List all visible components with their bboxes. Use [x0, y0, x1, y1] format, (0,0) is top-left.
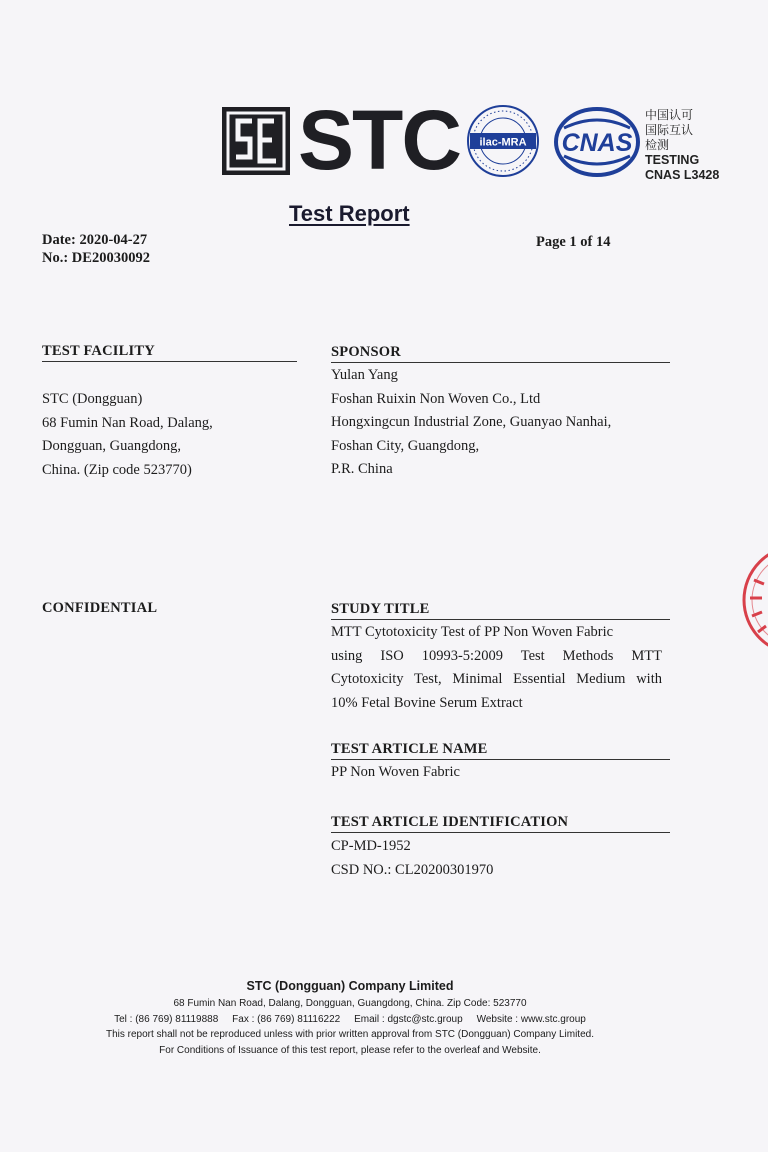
ilac-label: ilac-MRA: [479, 136, 527, 149]
test-article-name-rule: [331, 759, 670, 760]
cnas-label: CNAS: [561, 129, 633, 157]
study-title-line: 10% Fetal Bovine Serum Extract: [331, 694, 523, 711]
footer-fax: Fax : (86 769) 81116222: [232, 1013, 341, 1025]
sponsor-line: Foshan City, Guangdong,: [331, 437, 480, 454]
stc-se-logo-icon: [222, 107, 290, 175]
cnas-testing: TESTING: [645, 153, 700, 167]
confidential-label: CONFIDENTIAL: [42, 600, 158, 616]
facility-line: 68 Fumin Nan Road, Dalang,: [42, 414, 213, 431]
report-date: Date: 2020-04-27: [42, 232, 148, 248]
ilac-mra-logo-icon: [466, 104, 540, 178]
sponsor-address: [331, 364, 663, 482]
study-title-line: using ISO 10993-5:2009 Test Methods MTT: [331, 647, 662, 664]
test-facility-address: [42, 388, 302, 482]
cnas-cn-line3: 检测: [645, 138, 670, 152]
footer-tel: Tel : (86 769) 81119888: [114, 1013, 219, 1025]
cnas-cn-line2: 国际互认: [645, 123, 694, 137]
company-seal-icon: [738, 540, 768, 660]
cnas-accreditation-text: [645, 108, 719, 183]
cnas-cn-line1: 中国认可: [645, 108, 694, 122]
sponsor-line: P.R. China: [331, 461, 393, 477]
study-title-heading: STUDY TITLE: [331, 601, 430, 617]
test-facility-rule: [42, 361, 297, 362]
cnas-number: CNAS L3428: [645, 168, 720, 182]
test-article-name-heading: TEST ARTICLE NAME: [331, 741, 488, 757]
sponsor-rule: [331, 362, 670, 363]
footer-address: 68 Fumin Nan Road, Dalang, Dongguan, Guangdong, China. Zip Code: 523770: [173, 998, 527, 1009]
footer-details: [0, 996, 700, 1058]
footer-notice-reproduction: This report shall not be reproduced unless with prior written approval from STC (Dongguan) Company Limited.: [105, 1029, 594, 1040]
test-article-identification-rule: [331, 832, 670, 833]
report-number: No.: DE20030092: [42, 250, 150, 266]
footer-website-label: Website :: [476, 1013, 521, 1025]
footer-company: STC (Dongguan) Company Limited: [246, 979, 454, 993]
test-facility-heading: TEST FACILITY: [42, 343, 155, 359]
study-title-line: Cytotoxicity Test, Minimal Essential Medium with: [331, 671, 662, 687]
cnas-logo-icon: [554, 106, 640, 178]
page-number: Page 1 of 14: [536, 234, 611, 250]
footer-website-link[interactable]: www.stc.group: [520, 1013, 586, 1025]
sponsor-line: Foshan Ruixin Non Woven Co., Ltd: [331, 390, 541, 407]
study-title-text: [331, 621, 662, 715]
facility-line: Dongguan, Guangdong,: [42, 438, 181, 454]
sponsor-heading: SPONSOR: [331, 344, 401, 360]
test-article-identification-values: [331, 835, 493, 882]
page-title: Test Report: [289, 201, 410, 226]
facility-line: STC (Dongguan): [42, 391, 143, 407]
identification-line: CP-MD-1952: [331, 838, 411, 854]
study-title-line: MTT Cytotoxicity Test of PP Non Woven Fabric: [331, 624, 614, 640]
footer-contact: [0, 1012, 700, 1028]
sponsor-line: Hongxingcun Industrial Zone, Guanyao Nanhai,: [331, 414, 612, 430]
test-article-name-value: PP Non Woven Fabric: [331, 764, 460, 780]
study-title-rule: [331, 619, 670, 620]
identification-line: CSD NO.: CL20200301970: [331, 861, 494, 878]
test-article-identification-heading: TEST ARTICLE IDENTIFICATION: [331, 814, 569, 830]
stc-logo-text: STC: [298, 93, 460, 187]
footer-email: Email : dgstc@stc.group: [354, 1013, 463, 1025]
facility-line: China. (Zip code 523770): [42, 461, 192, 478]
footer-notice-conditions: For Conditions of Issuance of this test report, please refer to the overleaf and Website.: [159, 1044, 541, 1056]
sponsor-line: Yulan Yang: [331, 367, 398, 383]
